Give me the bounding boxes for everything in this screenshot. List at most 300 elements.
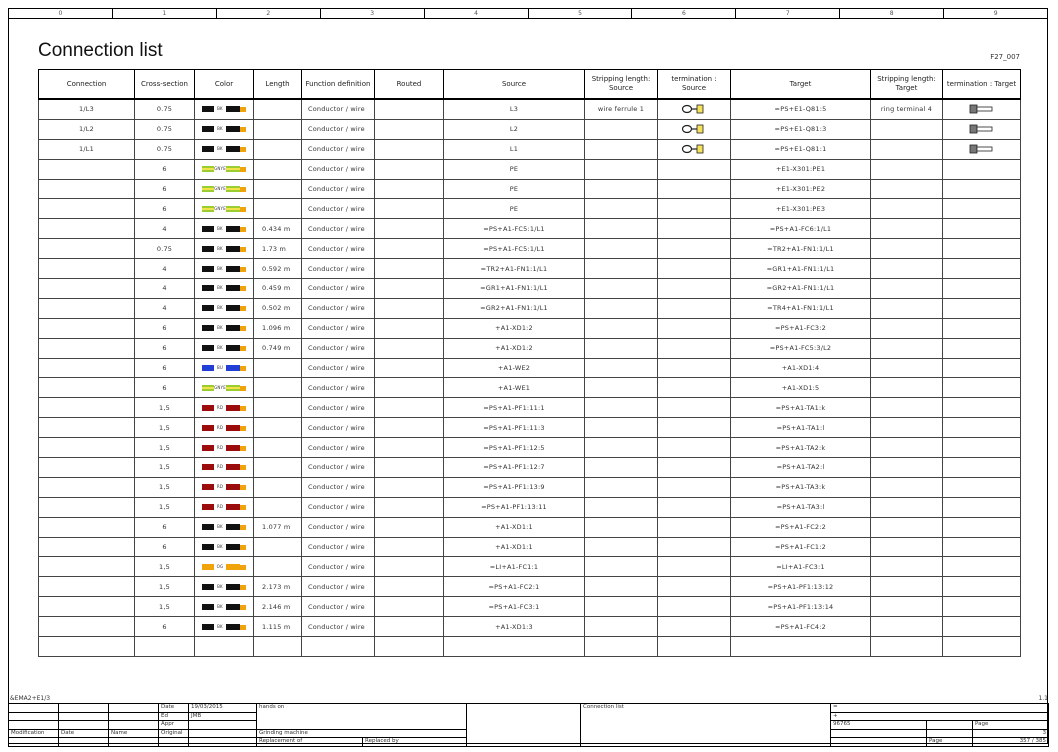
cell-tgt: =PS+A1-FC1:2: [731, 537, 871, 557]
cell-sls: [585, 517, 658, 537]
cell-routed: [375, 358, 444, 378]
wire-color-swatch: RD: [202, 504, 246, 510]
cell-cs: 6: [135, 338, 195, 358]
cell-cs: 0.75: [135, 99, 195, 119]
cell-slt: [871, 477, 943, 497]
cell-len: [254, 378, 302, 398]
cell-fd: Conductor / wire: [302, 119, 375, 139]
cell-fd: Conductor / wire: [302, 358, 375, 378]
cell-tt: [943, 99, 1021, 119]
cell-conn: [39, 477, 135, 497]
wire-color-swatch: BK: [202, 266, 246, 272]
tb-ed-label: Ed: [159, 712, 189, 721]
cell-cs: [135, 637, 195, 657]
cell-color: [195, 159, 254, 179]
cell-routed: [375, 279, 444, 299]
cell-tt: [943, 418, 1021, 438]
cell-tgt: =TR4+A1-FN1:1/L1: [731, 298, 871, 318]
cell-ts: [658, 617, 731, 637]
cell-color: [195, 318, 254, 338]
tb-empty: [831, 729, 927, 738]
cell-len: 0.502 m: [254, 298, 302, 318]
cell-src: +A1-XD1:1: [444, 537, 585, 557]
cell-conn: [39, 418, 135, 438]
cell-ts: [658, 597, 731, 617]
cell-ts: [658, 557, 731, 577]
cell-tgt: =PS+A1-FC5:3/L2: [731, 338, 871, 358]
column-header: Length: [254, 70, 302, 100]
cell-sls: [585, 378, 658, 398]
cell-routed: [375, 458, 444, 478]
cell-len: [254, 458, 302, 478]
cell-tgt: =PS+E1-Q81:1: [731, 139, 871, 159]
cell-sls: [585, 239, 658, 259]
cell-sls: [585, 338, 658, 358]
cell-fd: Conductor / wire: [302, 99, 375, 119]
cell-ts: [658, 159, 731, 179]
wire-color-swatch: BK: [202, 305, 246, 311]
cell-tt: [943, 219, 1021, 239]
cell-tt: [943, 517, 1021, 537]
cell-tt: [943, 239, 1021, 259]
cell-slt: [871, 279, 943, 299]
cell-slt: [871, 378, 943, 398]
cell-tgt: +E1-X301:PE2: [731, 179, 871, 199]
cell-conn: [39, 438, 135, 458]
cell-fd: Conductor / wire: [302, 338, 375, 358]
tb-eq1: =: [831, 704, 1049, 713]
ruler-cell: 8: [840, 9, 944, 18]
cell-color: [195, 279, 254, 299]
cell-len: 0.459 m: [254, 279, 302, 299]
tb-eq2: +: [831, 712, 1049, 721]
table-row: [39, 318, 1021, 338]
wire-color-swatch: BK: [202, 126, 246, 132]
cell-src: +A1-XD1:2: [444, 318, 585, 338]
tb-name-col: Name: [109, 729, 159, 738]
table-row: [39, 199, 1021, 219]
table-header: [39, 70, 1021, 100]
page-reference: &EMA2+E1/3: [10, 695, 51, 702]
cell-conn: [39, 219, 135, 239]
cell-src: =PS+A1-PF1:12:7: [444, 458, 585, 478]
cell-src: =PS+A1-PF1:13:9: [444, 477, 585, 497]
cell-color: [195, 119, 254, 139]
cell-cs: 6: [135, 318, 195, 338]
table-row: [39, 557, 1021, 577]
table-row: [39, 577, 1021, 597]
cell-src: +A1-WE2: [444, 358, 585, 378]
cell-color: [195, 537, 254, 557]
tb-empty: [109, 721, 159, 730]
column-header: Routed: [375, 70, 444, 100]
wire-color-swatch: BK: [202, 285, 246, 291]
cell-routed: [375, 597, 444, 617]
ruler-cell: 9: [993, 10, 998, 17]
cell-len: [254, 99, 302, 119]
cell-len: [254, 179, 302, 199]
cell-fd: Conductor / wire: [302, 458, 375, 478]
cell-tt: [943, 279, 1021, 299]
table-row: [39, 279, 1021, 299]
cell-slt: [871, 398, 943, 418]
cell-conn: [39, 577, 135, 597]
cell-src: +A1-XD1:3: [444, 617, 585, 637]
cell-color: [195, 458, 254, 478]
cell-tgt: =GR2+A1-FN1:1/L1: [731, 279, 871, 299]
cell-ts: [658, 119, 731, 139]
cell-cs: 4: [135, 279, 195, 299]
cell-routed: [375, 378, 444, 398]
table-row: [39, 477, 1021, 497]
cell-tt: [943, 159, 1021, 179]
cell-routed: [375, 159, 444, 179]
cell-cs: 6: [135, 517, 195, 537]
cell-slt: [871, 199, 943, 219]
cell-tgt: =PS+A1-FC2:2: [731, 517, 871, 537]
cell-src: =PS+A1-FC3:1: [444, 597, 585, 617]
tb-page: 3: [973, 729, 1049, 738]
wire-color-swatch: GNYE: [202, 166, 246, 172]
cell-slt: [871, 179, 943, 199]
cell-conn: [39, 239, 135, 259]
cell-conn: [39, 557, 135, 577]
cell-cs: 6: [135, 617, 195, 637]
cell-tgt: =PS+A1-PF1:13:12: [731, 577, 871, 597]
cell-sls: [585, 537, 658, 557]
tb-doc-title: Connection list: [581, 704, 831, 747]
cell-fd: Conductor / wire: [302, 517, 375, 537]
tb-page2-label: Page: [927, 738, 973, 747]
tb-empty: [109, 738, 159, 747]
cell-ts: [658, 577, 731, 597]
cell-ts: [658, 298, 731, 318]
cell-color: [195, 597, 254, 617]
tb-empty: [159, 738, 189, 747]
cell-cs: 4: [135, 219, 195, 239]
tb-empty: [109, 712, 159, 721]
cell-ts: [658, 497, 731, 517]
cell-len: 2.173 m: [254, 577, 302, 597]
table-row: [39, 438, 1021, 458]
wire-color-swatch: GNYE: [202, 206, 246, 212]
column-header: Color: [195, 70, 254, 100]
cell-tt: [943, 338, 1021, 358]
cell-len: [254, 139, 302, 159]
page-version: 1.1: [1038, 695, 1048, 702]
cell-routed: [375, 577, 444, 597]
cell-color: [195, 557, 254, 577]
table-row: [39, 139, 1021, 159]
cell-routed: [375, 219, 444, 239]
wire-color-swatch: BK: [202, 246, 246, 252]
cell-src: +A1-XD1:1: [444, 517, 585, 537]
cell-ts: [658, 477, 731, 497]
cell-slt: [871, 577, 943, 597]
cell-sls: [585, 219, 658, 239]
cell-ts: [658, 199, 731, 219]
cell-slt: [871, 637, 943, 657]
table-row: [39, 159, 1021, 179]
cell-tgt: =PS+E1-Q81:3: [731, 119, 871, 139]
cell-sls: [585, 597, 658, 617]
wire-color-swatch: RD: [202, 445, 246, 451]
cell-cs: 4: [135, 298, 195, 318]
cell-tgt: +A1-XD1:4: [731, 358, 871, 378]
tb-empty: [59, 704, 109, 713]
cell-sls: [585, 259, 658, 279]
cell-color: [195, 338, 254, 358]
cell-cs: 1,5: [135, 497, 195, 517]
ring-terminal-icon: [681, 124, 707, 134]
cell-routed: [375, 318, 444, 338]
cell-cs: 1,5: [135, 557, 195, 577]
cell-tt: [943, 398, 1021, 418]
cell-src: =TR2+A1-FN1:1/L1: [444, 259, 585, 279]
cell-routed: [375, 637, 444, 657]
cell-tgt: =PS+A1-TA1:k: [731, 398, 871, 418]
cell-ts: [658, 358, 731, 378]
cell-sls: [585, 159, 658, 179]
cell-tgt: =PS+A1-TA3:l: [731, 497, 871, 517]
cell-ts: [658, 458, 731, 478]
cell-slt: [871, 597, 943, 617]
wire-color-swatch: BK: [202, 624, 246, 630]
cell-src: =PS+A1-FC5:1/L1: [444, 239, 585, 259]
column-header: Source: [444, 70, 585, 100]
wire-color-swatch: RD: [202, 425, 246, 431]
cell-routed: [375, 338, 444, 358]
tb-empty: [467, 704, 581, 747]
tb-empty: [9, 704, 59, 713]
cell-tt: [943, 577, 1021, 597]
cell-routed: [375, 517, 444, 537]
cell-color: [195, 418, 254, 438]
cell-sls: [585, 577, 658, 597]
cell-routed: [375, 477, 444, 497]
cell-sls: [585, 438, 658, 458]
cell-fd: Conductor / wire: [302, 318, 375, 338]
cell-cs: 0.75: [135, 239, 195, 259]
cell-fd: Conductor / wire: [302, 438, 375, 458]
cell-tgt: =PS+A1-TA1:l: [731, 418, 871, 438]
cell-conn: [39, 398, 135, 418]
cell-tt: [943, 537, 1021, 557]
cell-slt: [871, 497, 943, 517]
cell-ts: [658, 418, 731, 438]
cell-src: =PS+A1-PF1:12:5: [444, 438, 585, 458]
cell-fd: Conductor / wire: [302, 597, 375, 617]
tb-empty: [9, 721, 59, 730]
cell-routed: [375, 259, 444, 279]
cell-conn: [39, 497, 135, 517]
cell-len: [254, 358, 302, 378]
cell-conn: [39, 279, 135, 299]
cell-conn: [39, 637, 135, 657]
wire-color-swatch: RD: [202, 484, 246, 490]
cell-fd: Conductor / wire: [302, 617, 375, 637]
column-header: termination : Target: [943, 70, 1021, 100]
cell-slt: [871, 537, 943, 557]
cell-conn: [39, 159, 135, 179]
cell-color: [195, 298, 254, 318]
cell-ts: [658, 318, 731, 338]
ruler-cell: 4: [425, 9, 529, 18]
cell-conn: [39, 517, 135, 537]
cell-ts: [658, 537, 731, 557]
cell-sls: [585, 318, 658, 338]
table-row: [39, 398, 1021, 418]
cell-color: [195, 398, 254, 418]
ruler-cell: 1: [113, 9, 217, 18]
wire-color-swatch: BK: [202, 146, 246, 152]
cell-conn: 1/L3: [39, 99, 135, 119]
cell-src: =PS+A1-FC2:1: [444, 577, 585, 597]
table-row: [39, 637, 1021, 657]
document-id: F27_007: [990, 53, 1020, 61]
cell-tt: [943, 557, 1021, 577]
cell-color: [195, 139, 254, 159]
cell-tt: [943, 179, 1021, 199]
ring-terminal-icon: [681, 104, 707, 114]
cell-cs: 6: [135, 358, 195, 378]
wire-color-swatch: GNYE: [202, 186, 246, 192]
tb-date-label: Date: [159, 704, 189, 713]
cell-sls: [585, 139, 658, 159]
tb-mod-label: Modification: [9, 729, 59, 738]
ruler-cell: 5: [529, 9, 633, 18]
cell-cs: 1,5: [135, 477, 195, 497]
cell-color: [195, 99, 254, 119]
table-row: [39, 259, 1021, 279]
cell-conn: [39, 199, 135, 219]
cell-ts: [658, 398, 731, 418]
cell-tgt: =PS+A1-TA2:l: [731, 458, 871, 478]
cell-conn: [39, 338, 135, 358]
cell-tt: [943, 637, 1021, 657]
cell-tt: [943, 298, 1021, 318]
cell-ts: [658, 239, 731, 259]
cell-tgt: +E1-X301:PE3: [731, 199, 871, 219]
cell-color: [195, 358, 254, 378]
wire-color-swatch: BK: [202, 544, 246, 550]
cell-slt: [871, 259, 943, 279]
cell-cs: 1,5: [135, 398, 195, 418]
cell-routed: [375, 298, 444, 318]
cell-src: =PS+A1-PF1:11:3: [444, 418, 585, 438]
title-block: [8, 703, 1048, 744]
table-row: [39, 378, 1021, 398]
cell-tt: [943, 477, 1021, 497]
cell-routed: [375, 497, 444, 517]
cell-slt: [871, 617, 943, 637]
cell-tt: [943, 358, 1021, 378]
tb-appr-label: Appr: [159, 721, 189, 730]
cell-cs: 6: [135, 179, 195, 199]
table-row: [39, 338, 1021, 358]
wire-color-swatch: BK: [202, 106, 246, 112]
cell-tt: [943, 458, 1021, 478]
cell-slt: [871, 119, 943, 139]
cell-len: [254, 537, 302, 557]
cell-fd: Conductor / wire: [302, 577, 375, 597]
cell-color: [195, 617, 254, 637]
tb-replacement-of: Replacement of: [257, 738, 363, 747]
column-header: termination : Source: [658, 70, 731, 100]
cell-conn: [39, 179, 135, 199]
table-row: [39, 239, 1021, 259]
cell-fd: Conductor / wire: [302, 497, 375, 517]
cell-len: [254, 557, 302, 577]
table-row: [39, 358, 1021, 378]
cell-tt: [943, 497, 1021, 517]
cell-cs: 0.75: [135, 139, 195, 159]
cell-tgt: =PS+A1-FC4:2: [731, 617, 871, 637]
cell-ts: [658, 279, 731, 299]
table-row: [39, 597, 1021, 617]
wire-color-swatch: OG: [202, 564, 246, 570]
cell-routed: [375, 398, 444, 418]
cell-slt: [871, 298, 943, 318]
cell-ts: [658, 179, 731, 199]
cell-tgt: =PS+A1-TA2:k: [731, 438, 871, 458]
cell-color: [195, 577, 254, 597]
ruler-cell: 6: [632, 9, 736, 18]
cell-fd: Conductor / wire: [302, 418, 375, 438]
cell-color: [195, 378, 254, 398]
table-row: [39, 497, 1021, 517]
cell-sls: [585, 557, 658, 577]
tb-empty: [927, 729, 973, 738]
cell-routed: [375, 438, 444, 458]
table-row: [39, 458, 1021, 478]
wire-color-swatch: BK: [202, 604, 246, 610]
cell-tgt: =TR2+A1-FN1:1/L1: [731, 239, 871, 259]
cell-fd: Conductor / wire: [302, 298, 375, 318]
tb-machine: Grinding machine: [257, 729, 467, 738]
cell-len: 0.749 m: [254, 338, 302, 358]
cell-tt: [943, 597, 1021, 617]
table-row: [39, 179, 1021, 199]
ruler-cell: 0: [9, 9, 113, 18]
pin-terminal-icon: [969, 124, 995, 134]
cell-src: PE: [444, 159, 585, 179]
cell-len: [254, 637, 302, 657]
cell-len: [254, 438, 302, 458]
cell-tgt: =PS+A1-FC6:1/L1: [731, 219, 871, 239]
ruler-cell: 7: [736, 9, 840, 18]
tb-empty: [59, 712, 109, 721]
wire-color-swatch: BK: [202, 226, 246, 232]
cell-slt: [871, 438, 943, 458]
cell-sls: [585, 637, 658, 657]
cell-src: L1: [444, 139, 585, 159]
cell-src: =GR1+A1-FN1:1/L1: [444, 279, 585, 299]
cell-tgt: +E1-X301:PE1: [731, 159, 871, 179]
cell-color: [195, 438, 254, 458]
cell-fd: Conductor / wire: [302, 139, 375, 159]
tb-project: hands on: [257, 704, 467, 730]
cell-tgt: =PS+E1-Q81:5: [731, 99, 871, 119]
cell-sls: [585, 398, 658, 418]
cell-ts: [658, 378, 731, 398]
cell-ts: [658, 637, 731, 657]
cell-cs: 1,5: [135, 577, 195, 597]
cell-color: [195, 199, 254, 219]
wire-color-swatch: BK: [202, 584, 246, 590]
tb-empty: [927, 721, 973, 730]
connection-table: [38, 69, 1021, 657]
